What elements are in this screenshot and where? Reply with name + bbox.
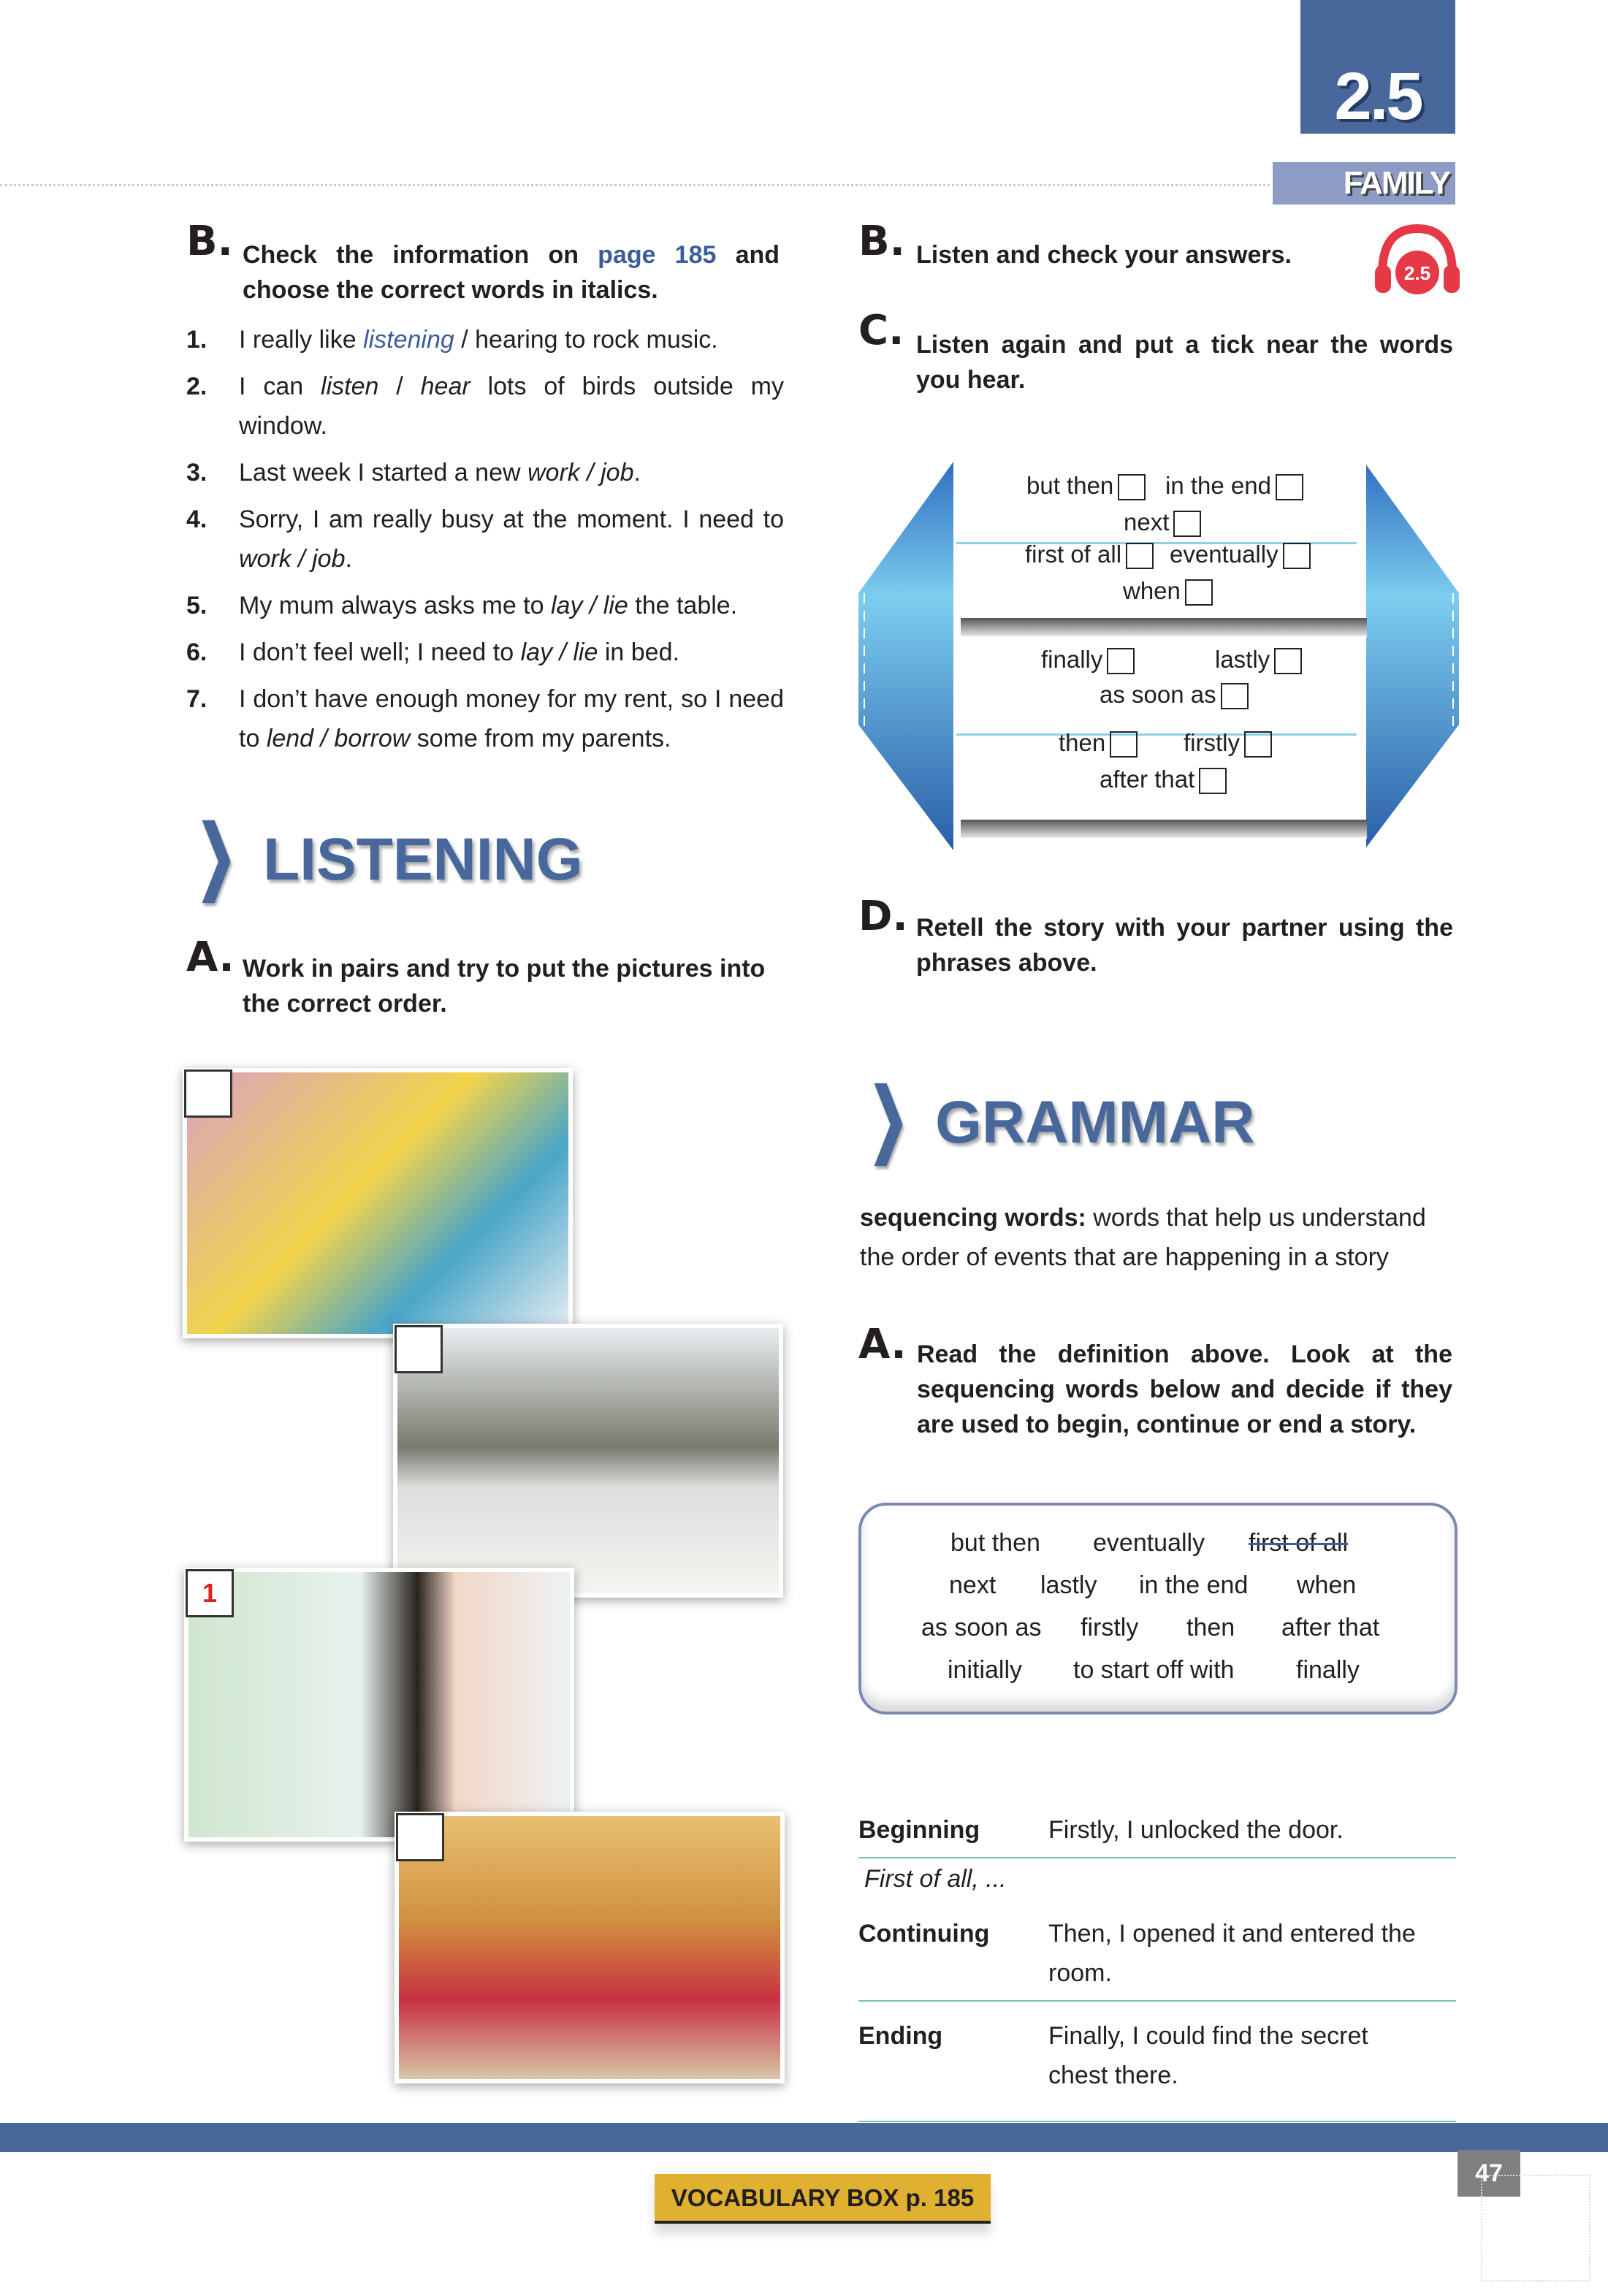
instruction-text: and choose the correct words in italics.: [243, 241, 780, 304]
word: lastly: [1040, 1571, 1097, 1599]
tick-box[interactable]: [1185, 579, 1213, 606]
item-text: I don’t have enough money for my rent, so I need to lend / borrow some from my parents.: [239, 685, 784, 752]
order-checkbox[interactable]: 1: [186, 1569, 234, 1617]
exercise-letter: C.: [858, 307, 904, 354]
item-number: 2.: [186, 373, 207, 400]
divider: [858, 2121, 1456, 2122]
tick-box[interactable]: [1126, 543, 1154, 569]
row-text: First of all, ...: [864, 1865, 1007, 1893]
exercise-letter: D.: [858, 893, 908, 940]
word-label: next: [1124, 508, 1170, 535]
exercise-letter: B.: [186, 218, 233, 265]
row-label: Ending: [858, 2022, 943, 2050]
tick-box[interactable]: [1283, 543, 1311, 569]
order-checkbox[interactable]: [395, 1325, 443, 1373]
tick-box[interactable]: [1199, 768, 1227, 794]
order-checkbox[interactable]: [396, 1813, 444, 1861]
photo-woman: [184, 1568, 574, 1842]
exercise-b-instruction: [243, 237, 780, 308]
exercise-letter: A.: [186, 934, 235, 981]
word: finally: [1296, 1656, 1360, 1684]
tick-box[interactable]: [1221, 683, 1249, 709]
footer-bar: [0, 2123, 1608, 2152]
grammar-definition: [860, 1198, 1459, 1277]
heading-text: GRAMMAR: [935, 1089, 1255, 1156]
row-text: Firstly, I unlocked the door.: [1048, 1816, 1344, 1844]
heading-text: LISTENING: [263, 826, 583, 893]
instruction-text: Check the information on: [243, 241, 579, 269]
item-number: 4.: [186, 506, 207, 533]
word: next: [949, 1571, 997, 1599]
page-link[interactable]: page 185: [598, 241, 717, 269]
item-number: 7.: [186, 685, 207, 713]
word-label: in the end: [1165, 472, 1271, 499]
chevron-icon: ❯: [196, 810, 237, 900]
item-text: My mum always asks me to lay / lie the table.: [239, 592, 738, 619]
unit-title: FAMILY: [1273, 162, 1455, 205]
tick-box[interactable]: [1118, 474, 1146, 500]
word-label: after that: [1100, 766, 1195, 793]
word: after that: [1281, 1614, 1380, 1641]
row-text: Then, I opened it and entered the room.: [1048, 1920, 1416, 1987]
tick-box[interactable]: [1274, 648, 1302, 674]
word-label: but then: [1026, 472, 1114, 499]
row-label: Continuing: [858, 1920, 990, 1948]
divider: [858, 1857, 1456, 1858]
order-checkbox[interactable]: [184, 1069, 232, 1118]
list-item: [186, 453, 784, 492]
photo-kitchen: [393, 1324, 783, 1598]
exercise-letter: A.: [858, 1321, 907, 1368]
item-number: 3.: [186, 459, 207, 487]
tick-box[interactable]: [1276, 474, 1303, 500]
word-box: [858, 1503, 1458, 1715]
row-label: Beginning: [858, 1816, 980, 1844]
tick-box[interactable]: [1107, 648, 1135, 674]
item-number: 6.: [186, 638, 207, 666]
list-item: [186, 633, 784, 672]
word-label: lastly: [1215, 646, 1270, 673]
word: initially: [948, 1656, 1023, 1684]
divider: [858, 2000, 1456, 2002]
page-corner-frame: [1481, 2175, 1590, 2281]
chevron-icon: ❯: [868, 1073, 909, 1163]
list-item: [186, 586, 784, 625]
word-label: firstly: [1184, 729, 1240, 756]
word-label: when: [1123, 577, 1181, 604]
unit-number: 2.5: [1300, 0, 1455, 134]
exercise-c-text: Listen again and put a tick near the words you hear.: [916, 331, 1453, 394]
page-number: 47: [1458, 2150, 1520, 2197]
item-text: Last week I started a new work / job.: [239, 459, 641, 487]
word-label: first of all: [1025, 541, 1122, 568]
list-item: [186, 367, 784, 446]
row-text: Finally, I could find the secret chest there.: [1048, 2022, 1368, 2089]
exercise-d-text: Retell the story with your partner using the phrases above.: [916, 914, 1453, 977]
track-number: 2.5: [1403, 262, 1431, 284]
exercise-b-right-text: Listen and check your answers.: [916, 241, 1292, 269]
tick-box[interactable]: [1110, 731, 1138, 758]
grammar-a-text: Read the definition above. Look at the sequencing words below and decide if they are used to begin, continue or end a story.: [917, 1340, 1452, 1438]
item-text: Sorry, I am really busy at the moment. I need to work / job.: [239, 506, 784, 573]
word: firstly: [1081, 1614, 1139, 1641]
word: eventually: [1093, 1529, 1205, 1557]
definition-text: words that help us understand the order of events that are happening in a story: [860, 1204, 1426, 1271]
word-ribbon: [858, 462, 1459, 850]
photo-living-room: [395, 1812, 785, 2083]
item-text: I really like listening / hearing to rock music.: [239, 326, 718, 354]
item-number: 1.: [186, 326, 207, 354]
word: as soon as: [921, 1614, 1042, 1641]
word: to start off with: [1073, 1656, 1235, 1684]
item-text: I can listen / hear lots of birds outside my window.: [239, 373, 784, 440]
vocabulary-box-link[interactable]: VOCABULARY BOX p. 185: [655, 2174, 991, 2224]
word-label: then: [1059, 729, 1106, 756]
word-crossed: first of all: [1249, 1529, 1349, 1557]
word-label: as soon as: [1100, 681, 1216, 708]
word: but then: [950, 1529, 1040, 1557]
word-label: finally: [1041, 646, 1103, 673]
tick-box[interactable]: [1244, 731, 1272, 758]
list-item: [186, 500, 784, 579]
tick-box[interactable]: [1173, 511, 1201, 537]
word-label: eventually: [1170, 541, 1279, 568]
listening-a-instruction: Work in pairs and try to put the pictures into the correct order.: [243, 955, 766, 1018]
photo-party: [183, 1068, 573, 1338]
divider: [0, 184, 1270, 186]
word: in the end: [1139, 1571, 1249, 1599]
listening-heading: [183, 810, 583, 901]
item-number: 5.: [186, 592, 207, 619]
word: when: [1297, 1571, 1357, 1599]
exercise-b-list: [186, 320, 784, 766]
word: then: [1186, 1614, 1235, 1641]
exercise-letter: B.: [858, 218, 905, 265]
grammar-heading: [855, 1073, 1255, 1164]
definition-term: sequencing words:: [860, 1204, 1086, 1232]
list-item: [186, 320, 784, 359]
item-text: I don’t feel well; I need to lay / lie in bed.: [239, 638, 679, 666]
list-item: [186, 679, 784, 758]
headphones-icon[interactable]: [1373, 223, 1461, 296]
